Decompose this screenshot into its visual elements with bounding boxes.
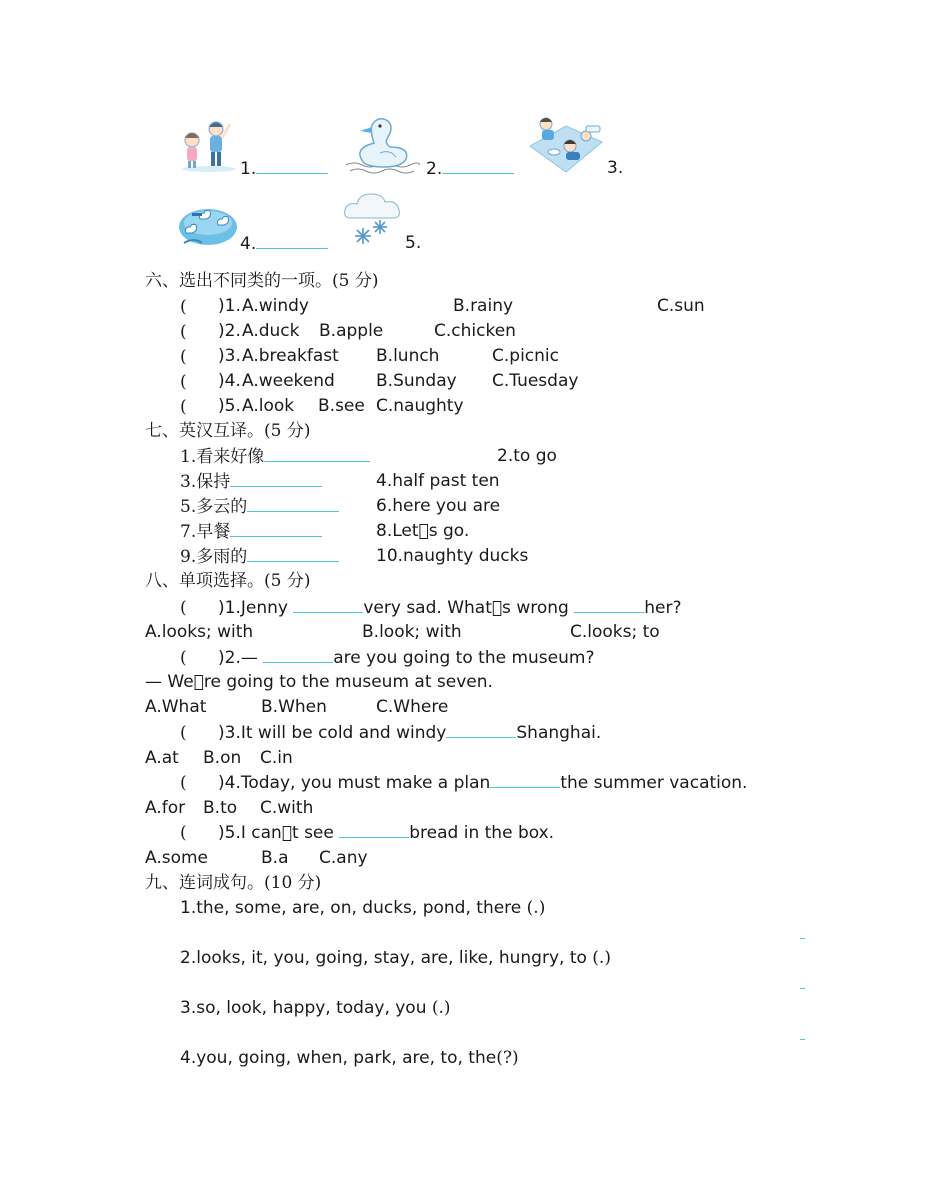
option-c: C.Where bbox=[376, 697, 449, 717]
answer-blank[interactable] bbox=[442, 157, 514, 174]
option-c: C.looks; to bbox=[570, 622, 660, 642]
word-order-item bbox=[180, 1047, 519, 1069]
option-b: B.look; with bbox=[362, 622, 462, 642]
paren-open: ( bbox=[180, 598, 187, 618]
question-stem bbox=[218, 596, 681, 619]
picture-item bbox=[405, 232, 421, 254]
option-c: C.chicken bbox=[434, 321, 516, 341]
answer-line-mark[interactable] bbox=[800, 988, 805, 989]
picture-number: 3. bbox=[607, 158, 624, 178]
kids-waving-icon bbox=[180, 116, 238, 172]
item-text: 10.naughty ducks bbox=[376, 546, 529, 566]
option-a: A.duck bbox=[242, 321, 300, 341]
option-a: A.What bbox=[145, 697, 207, 717]
picture-number: 2. bbox=[426, 159, 443, 179]
option-b: B.see bbox=[318, 396, 365, 416]
option-b: B.on bbox=[203, 748, 242, 768]
option-c: C.picnic bbox=[492, 346, 559, 366]
answer-blank[interactable] bbox=[339, 821, 409, 838]
answer-blank[interactable] bbox=[256, 157, 328, 174]
paren-open: ( bbox=[180, 322, 187, 342]
item-text: 2.to go bbox=[497, 446, 557, 466]
punctuation-hint: (?) bbox=[496, 1048, 519, 1068]
picture-item bbox=[607, 157, 623, 179]
stem-text: )1.Jenny bbox=[218, 598, 288, 618]
option-a: A.some bbox=[145, 848, 209, 868]
section-heading: 六、选出不同类的一项。(5 分) bbox=[145, 271, 379, 291]
stem-text: )4.Today, you must make a plan bbox=[218, 773, 491, 793]
option-b: B.When bbox=[261, 697, 327, 717]
stem-text: the summer vacation. bbox=[560, 773, 748, 793]
option-b: B.a bbox=[261, 848, 289, 868]
option-b: B.to bbox=[203, 798, 238, 818]
question-stem bbox=[218, 821, 554, 844]
picture-number: 4. bbox=[240, 234, 257, 254]
option-b: B.Sunday bbox=[376, 371, 457, 391]
item-text: 8.Let s go. bbox=[376, 521, 470, 541]
picture-item bbox=[240, 232, 328, 255]
option-c: C.any bbox=[319, 848, 368, 868]
stem-text: bread in the box. bbox=[409, 823, 555, 843]
stem-text: )2.— bbox=[218, 648, 258, 668]
paren-open: ( bbox=[180, 347, 187, 367]
option-c: C.sun bbox=[657, 296, 705, 316]
option-c: C.Tuesday bbox=[492, 371, 579, 391]
option-c: C.with bbox=[260, 798, 314, 818]
item-text: 5.多云的 bbox=[180, 497, 248, 517]
answer-blank[interactable] bbox=[247, 545, 339, 562]
paren-open: ( bbox=[180, 773, 187, 793]
translation-item bbox=[180, 520, 322, 543]
question-stem bbox=[218, 771, 747, 794]
stem-text: very sad. What s wrong bbox=[363, 598, 569, 618]
picture-item bbox=[426, 157, 514, 180]
option-a: A.weekend bbox=[242, 371, 335, 391]
answer-blank[interactable] bbox=[264, 445, 370, 462]
option-b: B.rainy bbox=[453, 296, 514, 316]
paren-open: ( bbox=[180, 723, 187, 743]
answer-line-mark[interactable] bbox=[800, 1039, 805, 1040]
answer-line-mark[interactable] bbox=[800, 938, 805, 939]
paren-open: ( bbox=[180, 648, 187, 668]
answer-blank[interactable] bbox=[293, 596, 363, 613]
word-list: 3.so, look, happy, today, you bbox=[180, 998, 427, 1018]
stem-text: her? bbox=[644, 598, 682, 618]
section-heading: 七、英汉互译。(5 分) bbox=[145, 421, 311, 441]
word-order-item bbox=[180, 947, 611, 969]
option-a: A.windy bbox=[242, 296, 309, 316]
punctuation-hint: (.) bbox=[526, 898, 546, 918]
option-c: C.in bbox=[260, 748, 293, 768]
answer-blank[interactable] bbox=[490, 771, 560, 788]
picture-number: 1. bbox=[240, 159, 257, 179]
stem-text: )3.It will be cold and windy bbox=[218, 723, 447, 743]
paren-open: ( bbox=[180, 297, 187, 317]
question-number: )3. bbox=[218, 346, 241, 366]
picture-number: 5. bbox=[405, 233, 422, 253]
option-a: A.breakfast bbox=[242, 346, 339, 366]
picture-item bbox=[240, 157, 328, 180]
option-a: A.at bbox=[145, 748, 179, 768]
option-b: B.apple bbox=[319, 321, 384, 341]
question-stem bbox=[218, 721, 601, 744]
punctuation-hint: (.) bbox=[592, 948, 611, 968]
word-list: 1.the, some, are, on, ducks, pond, there bbox=[180, 898, 522, 918]
option-a: A.for bbox=[145, 798, 186, 818]
paren-open: ( bbox=[180, 372, 187, 392]
item-text: 1.看来好像 bbox=[180, 447, 265, 467]
section-heading: 八、单项选择。(5 分) bbox=[145, 571, 311, 591]
word-list: 4.you, going, when, park, are, to, the bbox=[180, 1048, 497, 1068]
item-text: 7.早餐 bbox=[180, 522, 231, 542]
question-number: )2. bbox=[218, 321, 241, 341]
question-number: )1. bbox=[218, 296, 241, 316]
question-number: )5. bbox=[218, 396, 241, 416]
kids-picnic-icon bbox=[526, 112, 604, 176]
snow-cloud-icon bbox=[343, 190, 403, 248]
translation-item bbox=[180, 495, 339, 518]
item-text: 9.多雨的 bbox=[180, 547, 248, 567]
word-order-item bbox=[180, 997, 451, 1019]
stem-text: are you going to the museum? bbox=[333, 648, 595, 668]
answer-blank[interactable] bbox=[263, 646, 333, 663]
answer-blank[interactable] bbox=[574, 596, 644, 613]
answer-blank[interactable] bbox=[446, 721, 516, 738]
reply-text: — We re going to the museum at seven. bbox=[145, 672, 493, 692]
answer-blank[interactable] bbox=[230, 470, 322, 487]
translation-item bbox=[180, 470, 322, 493]
answer-blank[interactable] bbox=[230, 520, 322, 537]
punctuation-hint: (.) bbox=[431, 998, 451, 1018]
translation-item bbox=[180, 545, 339, 568]
option-b: B.lunch bbox=[376, 346, 440, 366]
question-number: )4. bbox=[218, 371, 241, 391]
stem-text: Shanghai. bbox=[516, 723, 602, 743]
option-a: A.looks; with bbox=[145, 622, 254, 642]
answer-blank[interactable] bbox=[247, 495, 339, 512]
answer-blank[interactable] bbox=[256, 232, 328, 249]
word-order-item bbox=[180, 897, 545, 919]
duck-icon bbox=[344, 115, 420, 175]
section-heading: 九、连词成句。(10 分) bbox=[145, 873, 322, 893]
translation-item bbox=[180, 445, 370, 468]
item-text: 3.保持 bbox=[180, 472, 231, 492]
paren-open: ( bbox=[180, 823, 187, 843]
question-stem bbox=[218, 646, 594, 669]
option-c: C.naughty bbox=[376, 396, 464, 416]
item-text: 4.half past ten bbox=[376, 471, 500, 491]
item-text: 6.here you are bbox=[376, 496, 501, 516]
stem-text: )5.I can t see bbox=[218, 823, 334, 843]
ducks-pond-icon bbox=[178, 203, 238, 247]
word-list: 2.looks, it, you, going, stay, are, like, hungry, to bbox=[180, 948, 587, 968]
option-a: A.look bbox=[242, 396, 295, 416]
paren-open: ( bbox=[180, 397, 187, 417]
